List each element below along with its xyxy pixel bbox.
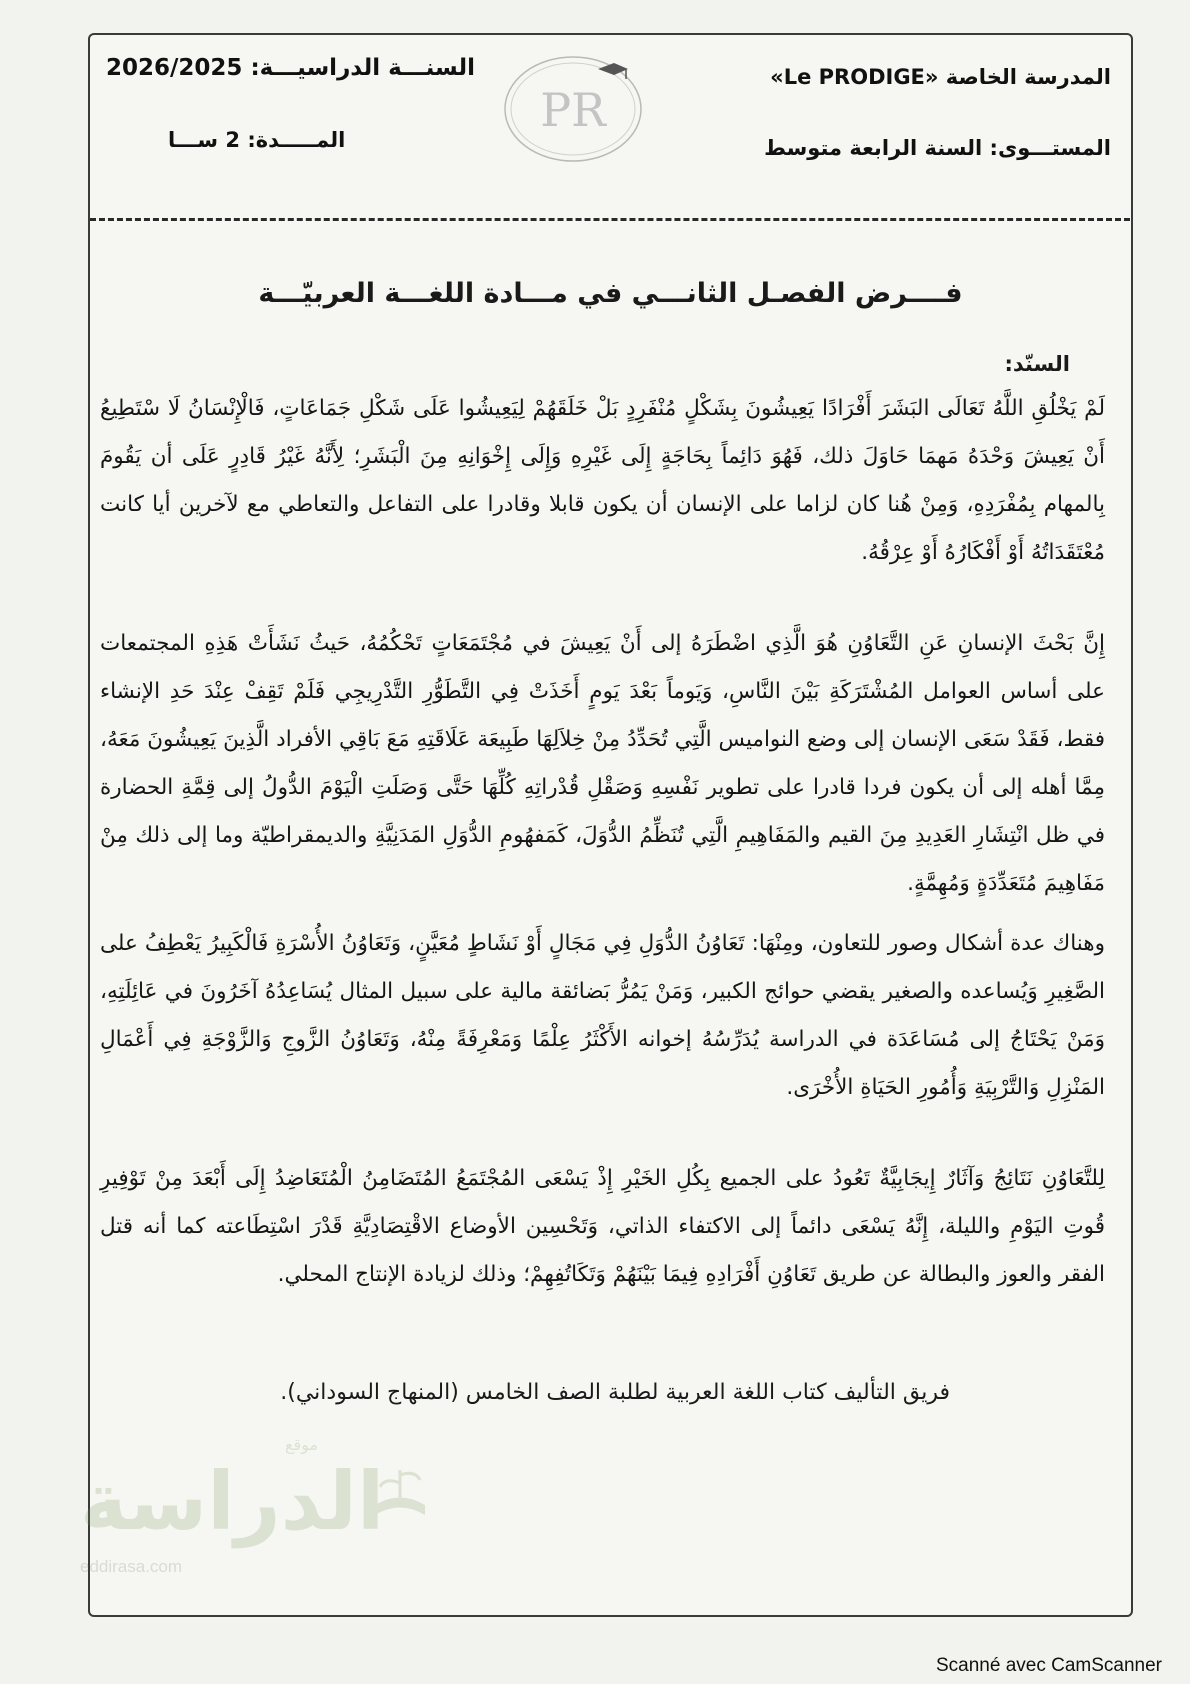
header-divider [90,218,1130,221]
paragraph-4: لِلتَّعَاوُنِ نَتَائِجُ وَآثَارٌ إِيجَابِيَّةٌ تَعُودُ على الجميع بِكُلِ الخَيْرِ إِذْ يَسْعَى المُجْتَمَعُ المُتَضَامِنُ الْمُتَعَاضِدُ إِلَى أَبْعَدَ مِنْ تَوْفِيرِ قُوتِ اليَوْمِ والليلة، إِنَّهُ يَسْعَى دائماً إلى الاكتفاء الذاتي، وَتَحْسِين الأوضاع الاقْتِصَادِيَّةِ قَدْرَ اسْتِطَاعته كما أنه قتل الفقر والعوز والبطالة عن طريق تَعَاوُنِ أَفْرَادِهِ فِيمَا بَيْنَهُمْ وَتَكَاتُفِهِمْ؛ وذلك لزيادة الإنتاج المحلي. [100,1166,1105,1287]
paragraph-2: إِنَّ بَحْثَ الإنسانِ عَنِ التَّعَاوُنِ هُوَ الَّذِي اضْطَرَهُ إلى أَنْ يَعِيشَ في مُجْتَمَعَاتٍ تَحْكُمُهُ، حَيثُ نَشَأَتْ هَذِهِ المجتمعات على أساس العوامل المُشْتَرَكَةِ بَيْنَ النَّاسِ، وَيَوماً بَعْدَ يَومٍ أَخَذَتْ فِي التَّطَوُّرِ التَّدْرِيجِي فَلَمْ تَقِفْ عِنْدَ حَدِ الإنشاء فقط، فَقَدْ سَعَى الإنسان إلى وضع النواميس الَّتِي تُحَدِّدُ مِنْ خِلاَلِهَا طَبِيعَة عَلَاقَتِهِ مَعَ بَاقِي الأفراد الَّذِينَ يَعِيشُونَ مَعَهُ، مِمَّا أهله إلى أن يكون فردا قادرا على تطوير نَفْسِهِ وَصَقْلِ قُدْراتِهِ كُلِّهَا حَتَّى وَصَلَتِ الْيَوْمَ الدُّولُ إلى قِمَّةِ الحضارة في ظل انْتِشَارِ العَدِيدِ مِنَ القيم والمَفَاهِيمِ الَّتِي تُنَظِّمُ الدُّوَلَ، كَمَفهُومِ الدُّوَلِ المَدَنِيَّةِ والديمقراطيّة وما إلى ذلك مِنْ مَفَاهِيمَ مُتَعَدِّدَةٍ وَمُهِمَّةٍ. [100,631,1105,896]
site-watermark [70,1425,430,1595]
text-label: السنّد: [1004,352,1070,376]
source-citation: فريق التأليف كتاب اللغة العربية لطلبة الصف الخامس (المنهاج السوداني). [280,1380,950,1405]
school-year: السنـــة الدراسيـــة: 2026/2025 [106,55,475,81]
watermark-url: eddirasa.com [80,1557,183,1576]
logo-text: PR [540,83,606,137]
watermark-small-text: موقع [285,1435,318,1454]
exam-title: فــــرض الفصـل الثانـــي في مـــادة اللغـــة العربيّـــة [258,278,963,309]
school-logo [498,51,648,166]
duration: المـــــدة: 2 ســـا [168,128,346,152]
level-label: المستـــوى: السنة الرابعة متوسط [764,136,1111,160]
book-icon [370,1465,430,1525]
paragraph-1: لَمْ يَخْلُقِ اللَّهُ تَعَالَى البَشَرَ أَفْرَادًا يَعِيشُونَ بِشَكْلٍ مُنْفَرِدٍ بَلْ خَلَقَهُمْ لِيَعِيشُوا عَلَى شَكْلِ جَمَاعَاتٍ، فَالْإِنْسَانُ لَا سْتَطِيعُ أَنْ يَعِيشَ وَحْدَهُ مَهمَا حَاوَلَ ذلك، فَهُوَ دَائِماً بِحَاجَةٍ إِلَى غَيْرِهِ وَإِلَى إِخْوَانِهِ مِنَ الْبَشَرِ؛ لِأَنَّهُ غَيْرُ قَادِرٍ عَلَى أن يَقُومَ بِالمهام بِمُفْرَدِهِ، وَمِنْ هُنا كان لزاما على الإنسان أن يكون قابلا وقادرا على التفاعل والتعاطي مع لآخرين أيا كانت مُعْتَقَدَاتُهُ أَوْ أَفْكَارُهُ أَوْ عِرْقُهُ. [100,396,1105,565]
scanner-footer: Scanné avec CamScanner [935,1655,1162,1676]
school-name: المدرسة الخاصة «Le PRODIGE» [770,65,1111,89]
paragraph-3: وهناك عدة أشكال وصور للتعاون، ومِنْهَا: تَعَاوُنُ الدُّوَلِ فِي مَجَالٍ أَوْ نَشَاطٍ مُعَيَّنٍ، وَتَعَاوُنُ الأُسْرَةِ فَالْكَبِيرُ يَعْطِفُ على الصَّغِيرِ وَيُساعده والصغير يقضي حوائج الكبير، وَمَنْ يَمُرُّ بَضائقة مالية على سبيل المثال يُسَاعِدُهُ آخَرُونَ في عَائِلَتِهِ، وَمَنْ يَحْتَاجُ إلى مُسَاعَدَة في الدراسة يُدَرِّسُهُ إخوانه الأَكْثَرُ عِلْمًا وَمَعْرِفَةً مِنْهُ، وَتَعَاوُنُ الزَّوجِ وَالزَّوْجَةِ فِي أَعْمَالِ المَنْزِلِ وَالتَّرْبِيَةِ وَأُمُورِ الحَيَاةِ الأُخْرَى. [100,931,1105,1100]
watermark-main-text: الدراسة [80,1455,385,1548]
document-header [88,33,1133,223]
